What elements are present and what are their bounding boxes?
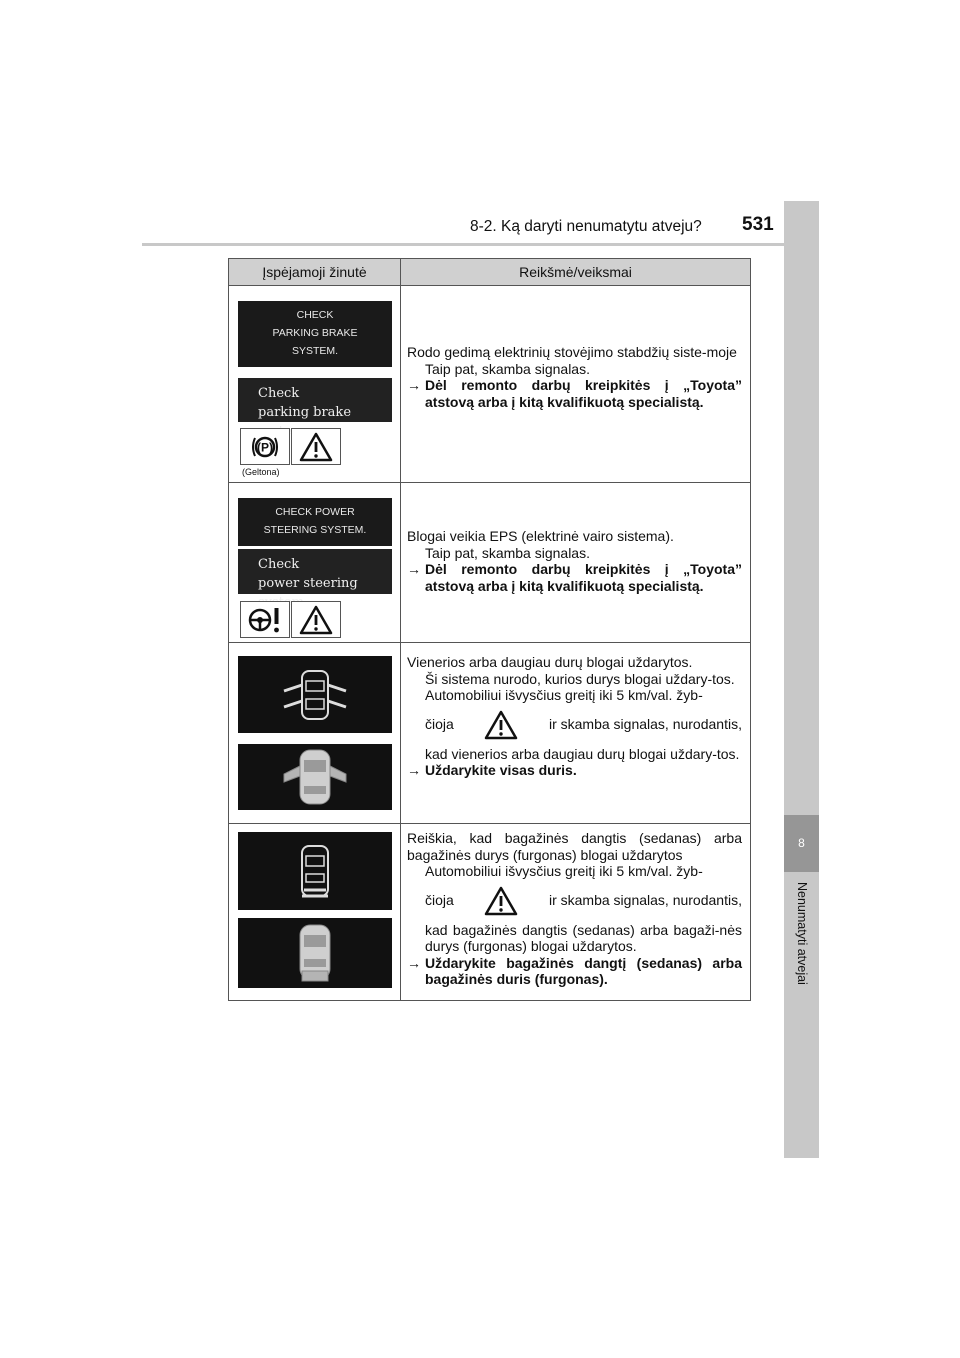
chapter-title: Nenumatyti atvejai <box>795 882 809 985</box>
mid-display-message: CHECK POWER STEERING SYSTEM. <box>238 498 392 546</box>
action-line <box>407 762 742 779</box>
action-text: Dėl remonto darbų kreipkitės į „Toyota” atstovą arba į kitą kvalifikuotą specialistą. <box>425 561 742 594</box>
meaning-note: Taip pat, skamba signalas. <box>425 544 590 561</box>
mid-display-message: CHECK PARKING BRAKE SYSTEM. <box>238 301 392 367</box>
arrow-symbol: → <box>407 377 421 393</box>
icon-color-caption: (Geltona) <box>242 467 280 477</box>
action-line <box>407 955 742 988</box>
meaning-note: Ši sistema nurodo, kurios durys blogai uždary-tos. <box>425 670 735 687</box>
door-open-display-icon <box>238 656 392 733</box>
display-line: power steering <box>258 576 358 591</box>
meaning-note: kad bagažinės dangtis (sedanas) arba bagaži-nės durys (furgonas) blogai uždarytos. <box>425 921 742 954</box>
meaning-note: čioja <box>425 892 454 909</box>
meaning-note: Taip pat, skamba signalas. <box>425 360 590 377</box>
chapter-side-tab <box>784 201 819 1158</box>
inline-warning-line <box>407 880 742 922</box>
meaning-note: kad vienerios arba daugiau durų blogai uždary-tos. <box>425 745 740 762</box>
action-line <box>407 561 742 594</box>
car-trunk-open-image <box>238 918 392 988</box>
column-header-message: Įspėjamoji žinutė <box>229 259 401 286</box>
meaning-text: Vienerios arba daugiau durų blogai uždarytos. <box>407 654 693 670</box>
arrow-symbol: → <box>407 561 421 577</box>
warning-messages-table <box>228 258 751 1001</box>
chapter-number-tab <box>784 815 819 872</box>
message-image-cell <box>229 643 401 824</box>
message-image-cell <box>229 824 401 1001</box>
column-header-meaning: Reikšmė/veiksmai <box>401 259 751 286</box>
message-image-cell <box>229 286 401 483</box>
message-meaning-cell <box>401 286 751 483</box>
table-row <box>229 643 751 824</box>
action-text: Uždarykite visas duris. <box>425 762 577 778</box>
inline-warning-line <box>407 704 742 746</box>
header-rule <box>142 243 818 246</box>
meaning-note: čioja <box>425 716 454 733</box>
warning-triangle-icon <box>484 710 518 740</box>
message-meaning-cell <box>401 643 751 824</box>
svg-text:(P): (P) <box>257 440 273 454</box>
warning-triangle-icon <box>291 428 341 465</box>
trunk-open-display-icon <box>238 832 392 910</box>
warning-triangle-icon <box>484 886 518 916</box>
car-doors-open-image <box>238 744 392 810</box>
warning-triangle-icon <box>291 601 341 638</box>
message-image-cell <box>229 483 401 643</box>
action-text: Dėl remonto darbų kreipkitės į „Toyota” atstovą arba į kitą kvalifikuotą specialistą. <box>425 377 742 410</box>
page-number: 531 <box>742 214 774 235</box>
display-line: parking brake <box>258 405 352 420</box>
meaning-text: Blogai veikia EPS (elektrinė vairo sistema). <box>407 528 674 544</box>
meaning-text: Rodo gedimą elektrinių stovėjimo stabdžių siste-moje <box>407 344 737 360</box>
display-line: Check <box>258 557 300 572</box>
table-row <box>229 286 751 483</box>
display-line: Check <box>258 386 300 401</box>
arrow-symbol: → <box>407 954 421 971</box>
table-row <box>229 824 751 1001</box>
message-meaning-cell <box>401 483 751 643</box>
section-title: 8-2. Ką daryti nenumatytu atveju? <box>470 218 702 235</box>
meaning-text: Reiškia, kad bagažinės dangtis (sedanas) arba bagažinės durys (furgonas) blogai uždarytos <box>407 830 742 863</box>
action-text: Uždarykite bagažinės dangtį (sedanas) arba bagažinės duris (furgonas). <box>425 954 742 987</box>
meaning-note: Automobiliui išvysčius greitį iki 5 km/val. žyb- <box>425 863 703 879</box>
power-steering-warning-icon <box>240 601 290 638</box>
mid-display-message-graphic <box>238 378 392 422</box>
meaning-note: ir skamba signalas, nurodantis, <box>548 716 742 733</box>
meaning-note: ir skamba signalas, nurodantis, <box>548 892 742 909</box>
parking-brake-warning-icon <box>240 428 290 465</box>
action-line <box>407 377 742 410</box>
arrow-symbol: → <box>407 762 421 778</box>
mid-display-message-graphic <box>238 549 392 594</box>
message-meaning-cell <box>401 824 751 1001</box>
chapter-number: 8 <box>798 836 805 850</box>
table-row <box>229 483 751 643</box>
meaning-note: Automobiliui išvysčius greitį iki 5 km/val. žyb- <box>425 687 703 703</box>
